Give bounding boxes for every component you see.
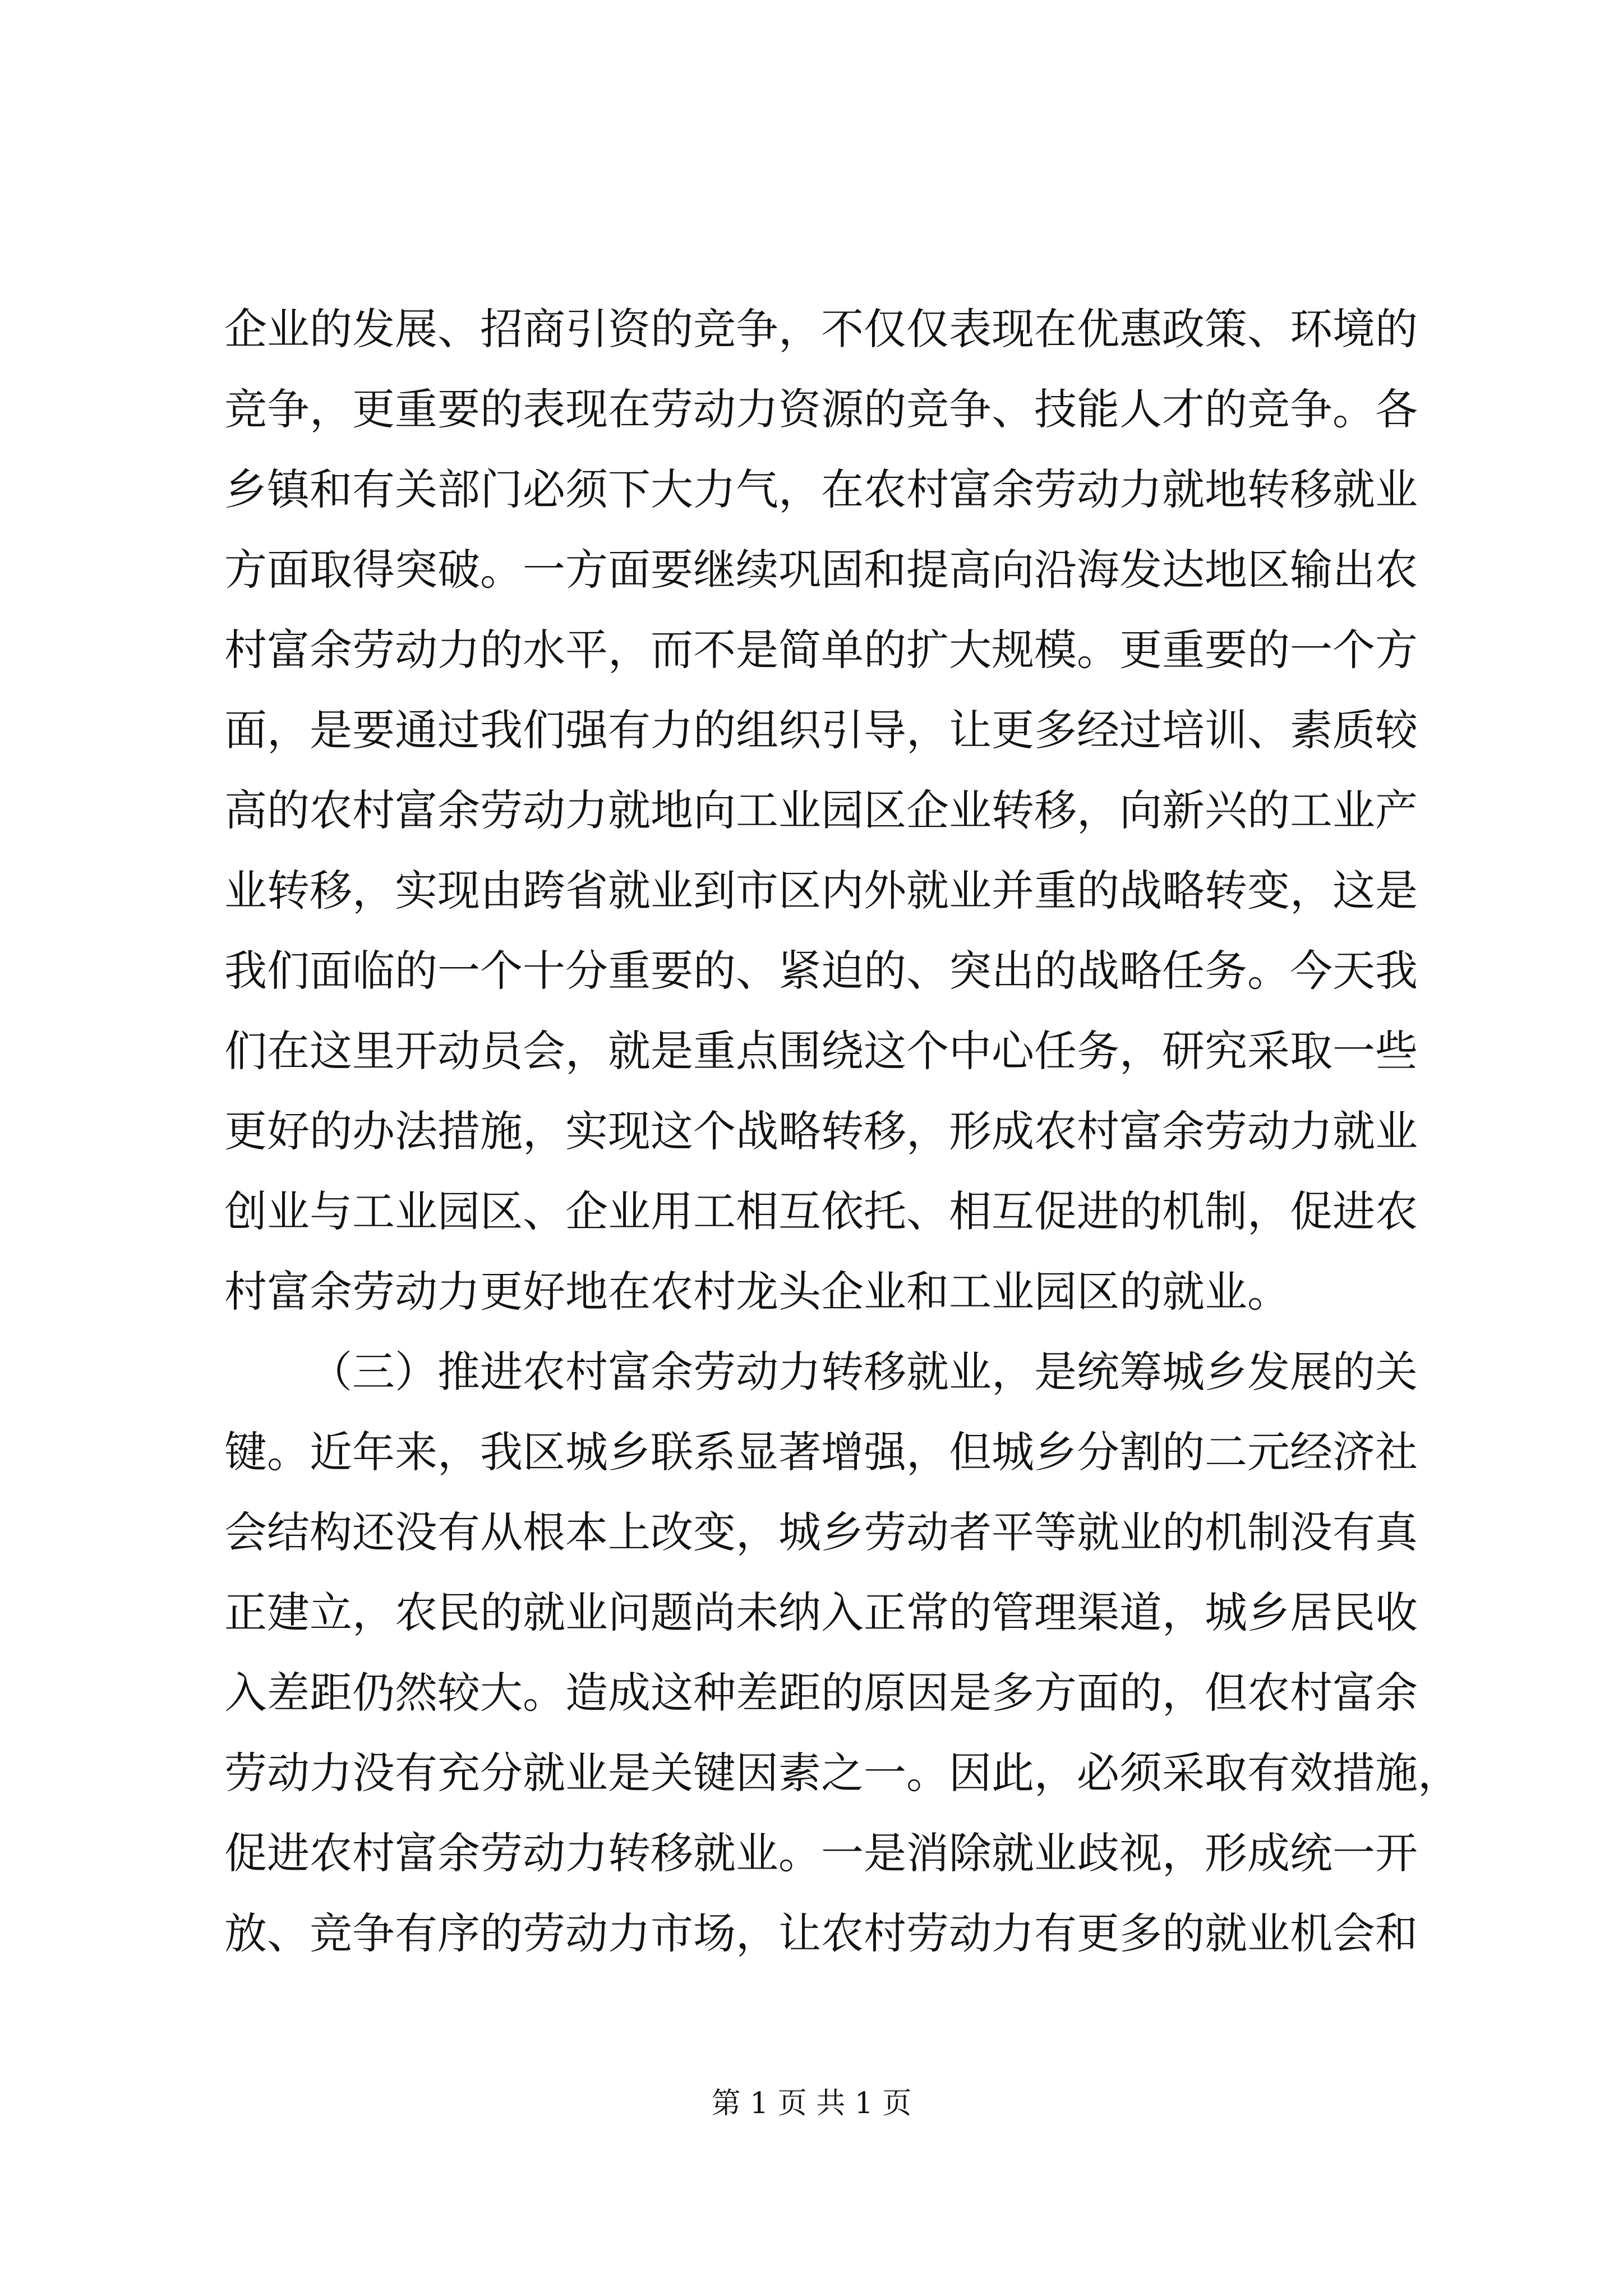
text-line: 企业的发展、招商引资的竞争，不仅仅表现在优惠政策、环境的 <box>224 304 1418 354</box>
section-heading-line: （三）推进农村富余劳动力转移就业，是统筹城乡发展的关 <box>310 1347 1418 1397</box>
text-line: 业转移，实现由跨省就业到市区内外就业并重的战略转变，这是 <box>224 866 1418 915</box>
text-line: 会结构还没有从根本上改变，城乡劳动者平等就业的机制没有真 <box>224 1507 1418 1557</box>
paragraph-end-line: 村富余劳动力更好地在农村龙头企业和工业园区的就业。 <box>224 1267 1290 1317</box>
text-line: 入差距仍然较大。造成这种差距的原因是多方面的，但农村富余 <box>224 1668 1418 1718</box>
text-line: 高的农村富余劳动力就地向工业园区企业转移，向新兴的工业产 <box>224 785 1418 835</box>
page-number-footer: 第 1 页 共 1 页 <box>711 2087 912 2120</box>
text-line: 促进农村富余劳动力转移就业。一是消除就业歧视，形成统一开 <box>224 1828 1418 1878</box>
text-line: 竞争，更重要的表现在劳动力资源的竞争、技能人才的竞争。各 <box>224 384 1418 434</box>
text-line: 劳动力没有充分就业是关键因素之一。因此，必须采取有效措施， <box>224 1748 1460 1798</box>
text-line: 更好的办法措施，实现这个战略转移，形成农村富余劳动力就业 <box>224 1106 1418 1156</box>
text-line: 放、竞争有序的劳动力市场，让农村劳动力有更多的就业机会和 <box>224 1908 1418 1958</box>
text-line: 创业与工业园区、企业用工相互依托、相互促进的机制，促进农 <box>224 1186 1418 1236</box>
text-line: 们在这里开动员会，就是重点围绕这个中心任务，研究采取一些 <box>224 1026 1418 1076</box>
text-line: 键。近年来，我区城乡联系显著增强，但城乡分割的二元经济社 <box>224 1427 1418 1477</box>
text-line: 方面取得突破。一方面要继续巩固和提高向沿海发达地区输出农 <box>224 545 1418 595</box>
body-text <box>224 289 1460 1973</box>
text-line: 面，是要通过我们强有力的组织引导，让更多经过培训、素质较 <box>224 705 1418 755</box>
text-line: 正建立，农民的就业问题尚未纳入正常的管理渠道，城乡居民收 <box>224 1588 1418 1637</box>
text-line: 我们面临的一个十分重要的、紧迫的、突出的战略任务。今天我 <box>224 946 1418 996</box>
text-line: 村富余劳动力的水平，而不是简单的扩大规模。更重要的一个方 <box>224 625 1418 675</box>
text-line: 乡镇和有关部门必须下大力气，在农村富余劳动力就地转移就业 <box>224 464 1418 514</box>
